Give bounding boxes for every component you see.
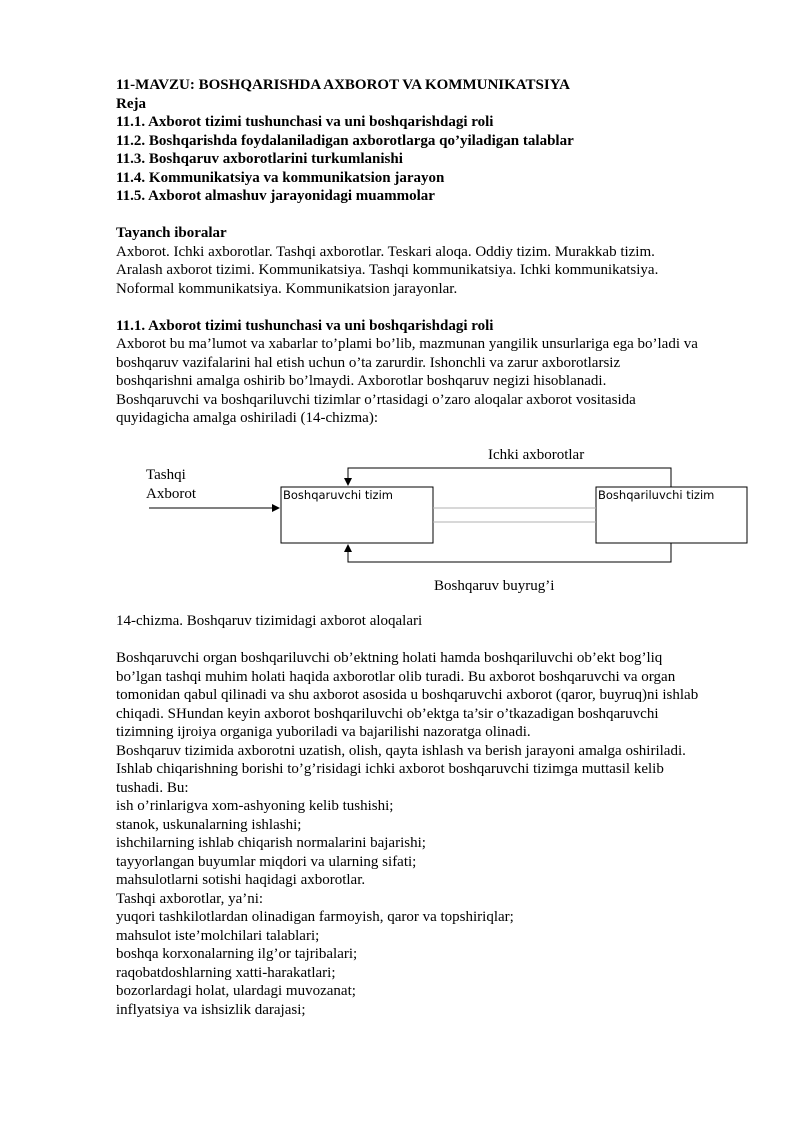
paragraph-line: chiqadi. SHundan keyin axborot boshqariluvchi ob’ektga ta’sir o’tkazadigan boshqaruvchi: [116, 705, 659, 722]
section-heading: 11.1. Axborot tizimi tushunchasi va uni boshqarishdagi roli: [116, 317, 494, 334]
list-item: ish o’rinlarigva xom-ashyoning kelib tushishi;: [116, 798, 394, 814]
list-item: tayyorlangan buyumlar miqdori va ularning sifati;: [116, 853, 417, 870]
plan-item: 11.5. Axborot almashuv jarayonidagi muammolar: [116, 188, 435, 204]
figure-caption: 14-chizma. Boshqaruv tizimidagi axborot aloqalari: [116, 613, 423, 629]
paragraph-line: Boshqaruvchi organ boshqariluvchi ob’ektning holati hamda boshqariluvchi ob’ekt bog’liq: [116, 650, 663, 666]
paragraph-line: Axborot bu ma’lumot va xabarlar to’plami bo’lib, mazmunan yangilik unsurlariga ega bo’ladi va: [116, 336, 698, 352]
list-item: yuqori tashkilotlardan olinadigan farmoyish, qaror va topshiriqlar;: [116, 909, 514, 925]
plan-item: 11.2. Boshqarishda foydalaniladigan axborotlarga qo’yiladigan talablar: [116, 132, 574, 149]
list-item: bozorlardagi holat, ulardagi muvozanat;: [116, 983, 356, 999]
page-title: 11-MAVZU: BOSHQARISHDA AXBOROT VA KOMMUNIKATSIYA: [116, 77, 570, 93]
list-item: inflyatsiya va ishsizlik darajasi;: [116, 1001, 306, 1018]
keywords-heading: Tayanch iboralar: [116, 225, 227, 241]
document-body: [116, 612, 756, 1019]
paragraph-line: quyidagicha amalga oshiriladi (14-chizma):: [116, 410, 378, 426]
paragraph-line: tushadi. Bu:: [116, 779, 189, 796]
control-system-label: Boshqaruvchi tizim: [283, 488, 393, 502]
information-flow-diagram: [0, 440, 800, 600]
list-item: mahsulot iste’molchilari talablari;: [116, 927, 320, 944]
list-item: mahsulotlarni sotishi haqidagi axborotlar.: [116, 872, 366, 888]
internal-info-label: Ichki axborotlar: [488, 447, 585, 463]
external-info-label: Tashqi: [146, 467, 186, 483]
keywords-line: Noformal kommunikatsiya. Kommunikatsion jarayonlar.: [116, 280, 458, 297]
document-page: [116, 76, 756, 428]
list-item: stanok, uskunalarning ishlashi;: [116, 816, 302, 833]
list-item: raqobatdoshlarning xatti-harakatlari;: [116, 964, 336, 981]
paragraph-line: tomonidan qabul qilinadi va shu axborot asosida u boshqaruvchi axborot (qaror, buyruq)ni ishlab: [116, 687, 699, 703]
plan-heading: Reja: [116, 95, 146, 112]
command-label: Boshqaruv buyrug’i: [434, 578, 555, 594]
paragraph-line: bo’lgan tashqi muhim holati haqida axborotlar olib turadi. Bu axborot boshqaruvchi va organ: [116, 668, 676, 685]
paragraph-line: tizimning ijroiya organiga yuboriladi va bajarilishi nazoratga olinadi.: [116, 724, 531, 740]
keywords-line: Axborot. Ichki axborotlar. Tashqi axborotlar. Teskari aloqa. Oddiy tizim. Murakkab tizim.: [116, 243, 655, 260]
plan-item: 11.4. Kommunikatsiya va kommunikatsion jarayon: [116, 169, 445, 186]
internal-info-arrow: [348, 468, 671, 487]
diagram-lines: [0, 440, 800, 600]
paragraph-line: boshqaruv vazifalarini hal etish uchun o’ta zarurdir. Ishonchli va zarur axborotlarsiz: [116, 354, 621, 371]
paragraph-line: Ishlab chiqarishning borishi to’g’risidagi ichki axborot boshqaruvchi tizimga muttasil kelib: [116, 761, 664, 777]
keywords-line: Aralash axborot tizimi. Kommunikatsiya. Tashqi kommunikatsiya. Ichki kommunikatsiya.: [116, 262, 659, 278]
paragraph-line: Boshqaruvchi va boshqariluvchi tizimlar o’rtasidagi o’zaro aloqalar axborot vositasida: [116, 391, 636, 408]
plan-item: 11.1. Axborot tizimi tushunchasi va uni boshqarishdagi roli: [116, 114, 494, 130]
list-item: boshqa korxonalarning ilg’or tajribalari;: [116, 946, 358, 962]
plan-item: 11.3. Boshqaruv axborotlarini turkumlanishi: [116, 151, 403, 167]
controlled-system-label: Boshqariluvchi tizim: [598, 488, 715, 502]
list-item: ishchilarning ishlab chiqarish normalarini bajarishi;: [116, 835, 426, 851]
paragraph-line: boshqarishni amalga oshirib bo’lmaydi. Axborotlar boshqaruv negizi hisoblanadi.: [116, 373, 607, 389]
external-info-label: Axborot: [146, 486, 196, 502]
paragraph-line: Boshqaruv tizimida axborotni uzatish, olish, qayta ishlash va berish jarayoni amalga oshiriladi.: [116, 742, 686, 759]
command-arrow: [348, 543, 671, 562]
paragraph-line: Tashqi axborotlar, ya’ni:: [116, 890, 264, 907]
